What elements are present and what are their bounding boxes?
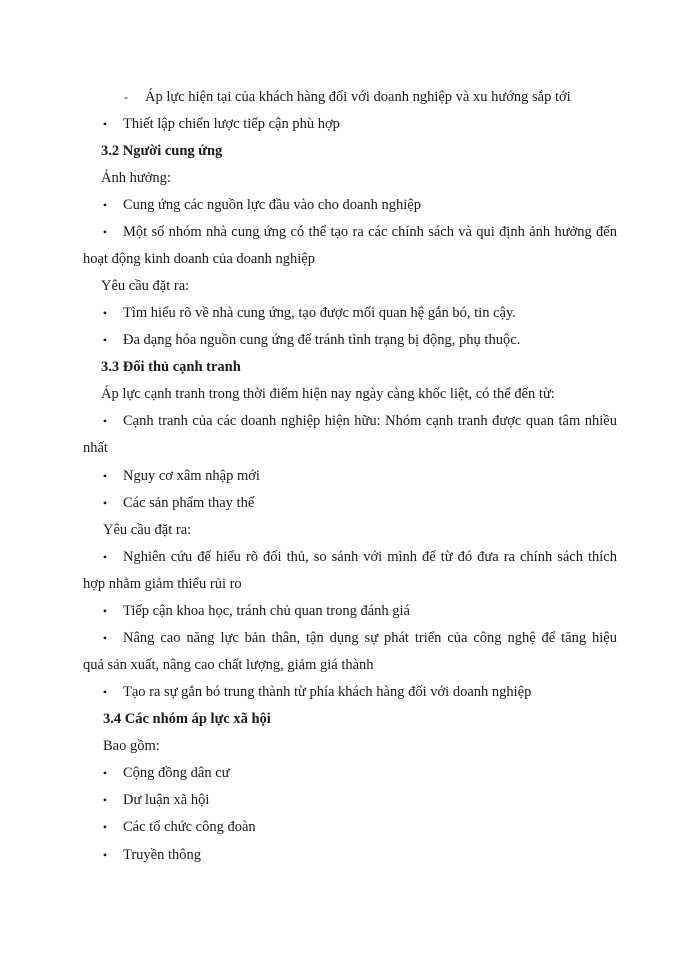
bullet-item: Cung ứng các nguồn lực đầu vào cho doanh nghiệp — [123, 197, 421, 213]
bullet-continuation: hoạt động kinh doanh của doanh nghiệp — [83, 251, 315, 267]
dash-marker: - — [124, 90, 128, 104]
paragraph: Áp lực cạnh tranh trong thời điểm hiện nay ngày càng khốc liệt, có thể đến từ: — [101, 386, 555, 402]
bullet-icon: • — [102, 793, 108, 807]
paragraph: Ảnh hưởng: — [101, 170, 171, 186]
bullet-item: Các tổ chức công đoàn — [123, 819, 256, 835]
bullet-item: Các sản phẩm thay thế — [123, 495, 255, 511]
bullet-icon: • — [102, 117, 108, 131]
bullet-icon: • — [102, 496, 108, 510]
bullet-icon: • — [102, 306, 108, 320]
bullet-icon: • — [102, 414, 108, 428]
bullet-icon: • — [102, 820, 108, 834]
bullet-continuation: quả sản xuất, nâng cao chất lượng, giảm giá thành — [83, 657, 374, 673]
bullet-icon: • — [102, 198, 108, 212]
paragraph: Yêu cầu đặt ra: — [103, 522, 192, 538]
bullet-icon: • — [102, 685, 108, 699]
bullet-item: Tiếp cận khoa học, tránh chủ quan trong đánh giá — [123, 603, 410, 619]
bullet-item: Nâng cao năng lực bản thân, tận dụng sự phát triển của công nghệ để tăng hiệu — [123, 630, 617, 646]
bullet-icon: • — [102, 766, 108, 780]
bullet-item: Một số nhóm nhà cung ứng có thể tạo ra các chính sách và qui định ảnh hưởng đến — [123, 224, 617, 240]
bullet-icon: • — [102, 469, 108, 483]
bullet-item: Đa dạng hóa nguồn cung ứng để tránh tình trạng bị động, phụ thuộc. — [123, 332, 521, 348]
bullet-item: Tìm hiểu rõ về nhà cung ứng, tạo được mối quan hệ gắn bó, tin cậy. — [123, 305, 516, 321]
bullet-item: Nguy cơ xâm nhập mới — [123, 468, 260, 484]
bullet-icon: • — [102, 225, 108, 239]
dash-item: Áp lực hiện tại của khách hàng đối với doanh nghiệp và xu hướng sắp tới — [145, 89, 571, 105]
section-heading-3-4: 3.4 Các nhóm áp lực xã hội — [103, 711, 271, 727]
bullet-icon: • — [102, 631, 108, 645]
paragraph: Yêu cầu đặt ra: — [101, 278, 190, 294]
bullet-icon: • — [102, 848, 108, 862]
paragraph: Bao gồm: — [103, 738, 160, 754]
bullet-item: Cộng đồng dân cư — [123, 765, 230, 781]
bullet-item: Truyền thông — [123, 847, 202, 863]
bullet-icon: • — [102, 550, 108, 564]
bullet-continuation: nhất — [83, 440, 108, 456]
section-heading-3-2: 3.2 Người cung ứng — [101, 143, 223, 159]
bullet-icon: • — [102, 333, 108, 347]
bullet-continuation: hợp nhằm giảm thiểu rủi ro — [83, 576, 242, 592]
bullet-item: Thiết lập chiến lược tiếp cận phù hợp — [123, 116, 340, 132]
bullet-item: Cạnh tranh của các doanh nghiệp hiện hữu: Nhóm cạnh tranh được quan tâm nhiều — [123, 413, 617, 429]
bullet-icon: • — [102, 604, 108, 618]
section-heading-3-3: 3.3 Đối thủ cạnh tranh — [101, 359, 241, 375]
bullet-item: Tạo ra sự gắn bó trung thành từ phía khách hàng đối với doanh nghiệp — [123, 684, 532, 700]
bullet-item: Dư luận xã hội — [123, 792, 210, 808]
bullet-item: Nghiên cứu để hiểu rõ đối thủ, so sánh với mình để từ đó đưa ra chính sách thích — [123, 549, 617, 565]
